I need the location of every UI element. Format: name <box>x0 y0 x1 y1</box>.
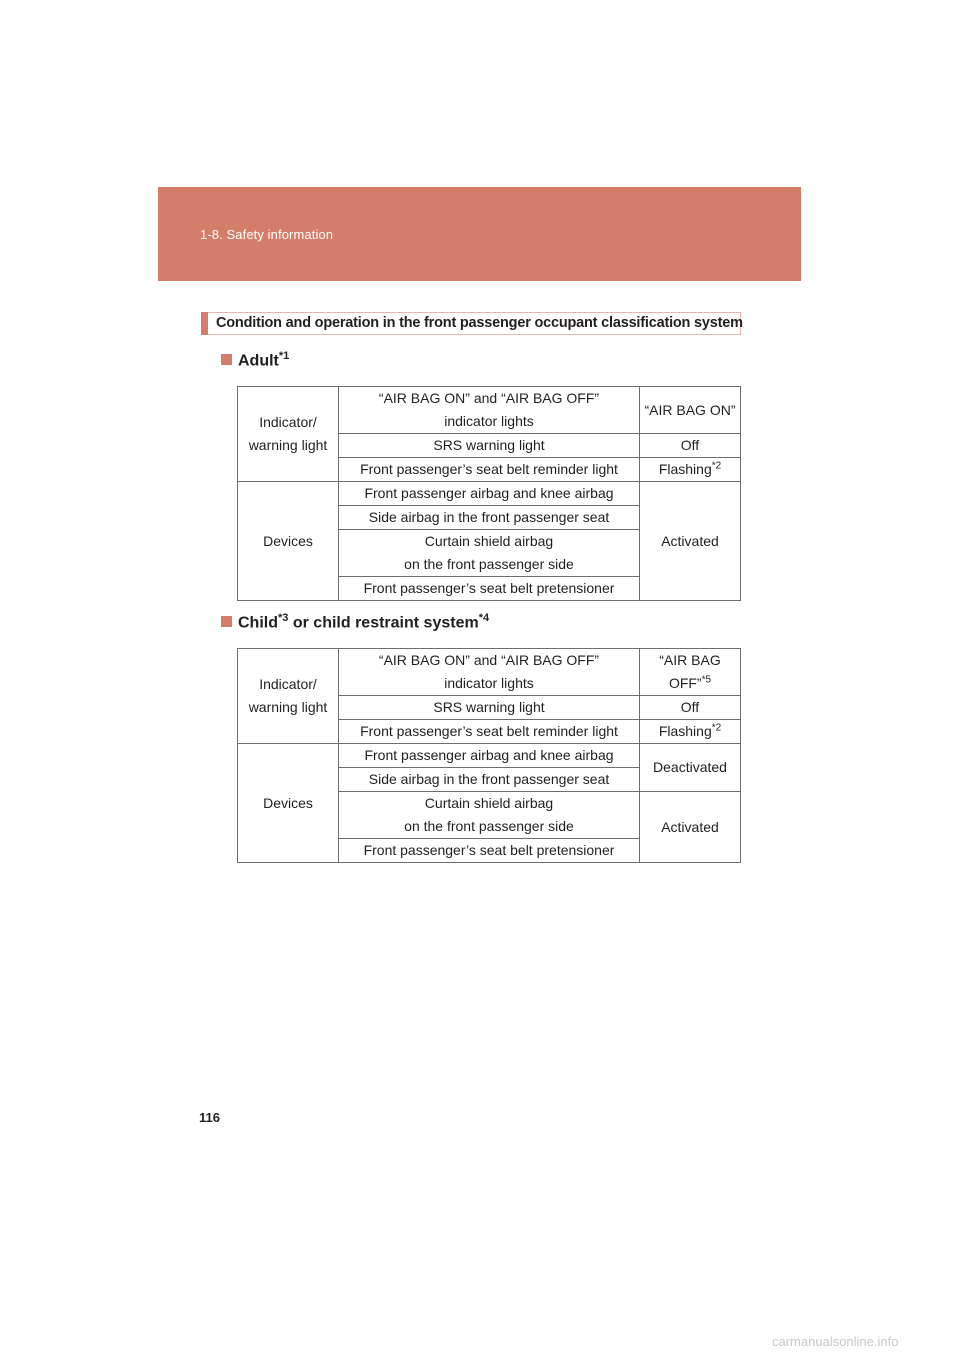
section-heading <box>201 312 741 335</box>
item-line: Curtain shield airbag <box>424 533 554 549</box>
value-cell <box>640 387 741 434</box>
table-row <box>238 482 741 506</box>
header-band <box>158 187 801 281</box>
section-heading-title: Condition and operation in the front passenger occupant classification system <box>216 315 743 331</box>
square-bullet-icon <box>221 354 232 365</box>
item-cell <box>339 792 640 839</box>
item-line: on the front passenger side <box>404 818 574 834</box>
item-cell <box>339 839 640 863</box>
value-footnote: *2 <box>711 460 722 472</box>
value-cell <box>640 744 741 792</box>
value-text: Activated <box>661 532 719 549</box>
item-line: indicator lights <box>444 675 534 691</box>
table-row <box>238 387 741 434</box>
item-text: Front passenger airbag and knee airbag <box>364 485 614 501</box>
section-label: 1-8. Safety information <box>200 227 334 242</box>
indicator-label: Indicator/ warning light <box>248 414 328 453</box>
item-line: “AIR BAG ON” and “AIR BAG OFF” <box>378 652 600 668</box>
watermark: carmanualsonline.info <box>772 1334 899 1349</box>
devices-label-cell <box>238 482 339 601</box>
value-text: Flashing <box>658 461 712 477</box>
item-cell <box>339 720 640 744</box>
value-text: Flashing <box>658 723 712 739</box>
child-heading-footnote: *3 <box>278 612 289 624</box>
table-row <box>238 744 741 768</box>
item-line: Curtain shield airbag <box>424 795 554 811</box>
item-text: Side airbag in the front passenger seat <box>368 509 610 525</box>
value-text: “AIR BAG OFF” <box>659 652 721 691</box>
item-cell <box>339 768 640 792</box>
item-cell <box>339 482 640 506</box>
indicator-label-cell <box>238 649 339 744</box>
value-cell <box>640 792 741 863</box>
item-cell <box>339 387 640 434</box>
item-line: “AIR BAG ON” and “AIR BAG OFF” <box>378 390 600 406</box>
value-text: “AIR BAG ON” <box>644 401 736 418</box>
item-text: Front passenger’s seat belt reminder light <box>360 461 618 477</box>
item-text: SRS warning light <box>433 699 545 715</box>
value-text: Deactivated <box>653 759 727 775</box>
indicator-label-cell <box>238 387 339 482</box>
item-cell <box>339 696 640 720</box>
child-heading-text: or child restraint system <box>288 614 479 632</box>
value-footnote: *5 <box>701 674 712 686</box>
value-text: Activated <box>661 818 719 835</box>
item-text: SRS warning light <box>433 437 545 453</box>
value-cell <box>640 649 741 696</box>
devices-label-cell <box>238 744 339 863</box>
item-text: Side airbag in the front passenger seat <box>368 771 610 787</box>
child-table <box>237 648 741 863</box>
page-number: 116 <box>199 1110 220 1125</box>
item-text: Front passenger’s seat belt reminder light <box>360 723 618 739</box>
value-cell <box>640 458 741 482</box>
child-heading-text: Child <box>238 614 278 632</box>
item-line: indicator lights <box>444 413 534 429</box>
devices-label: Devices <box>263 794 313 811</box>
item-cell <box>339 434 640 458</box>
value-cell <box>640 720 741 744</box>
heading-accent-bar <box>201 312 208 335</box>
item-cell <box>339 458 640 482</box>
value-cell <box>640 696 741 720</box>
item-text: Front passenger’s seat belt pretensioner <box>363 842 615 858</box>
child-heading-footnote: *4 <box>478 612 490 624</box>
value-cell <box>640 434 741 458</box>
square-bullet-icon <box>221 616 232 627</box>
item-cell <box>339 530 640 577</box>
adult-heading-text: Adult <box>238 352 279 370</box>
item-text: Front passenger airbag and knee airbag <box>364 747 614 763</box>
item-cell <box>339 744 640 768</box>
devices-label: Devices <box>263 532 313 549</box>
value-cell <box>640 482 741 601</box>
item-cell <box>339 577 640 601</box>
adult-table <box>237 386 741 601</box>
item-text: Front passenger’s seat belt pretensioner <box>363 580 615 596</box>
adult-heading-footnote: *1 <box>278 350 290 362</box>
value-footnote: *2 <box>711 722 722 734</box>
item-cell <box>339 649 640 696</box>
value-text: Off <box>680 699 700 715</box>
item-line: on the front passenger side <box>404 556 574 572</box>
table-row <box>238 649 741 696</box>
adult-heading <box>221 350 289 370</box>
child-heading <box>221 612 489 632</box>
value-text: Off <box>680 437 700 453</box>
indicator-label: Indicator/ warning light <box>248 676 328 715</box>
item-cell <box>339 506 640 530</box>
